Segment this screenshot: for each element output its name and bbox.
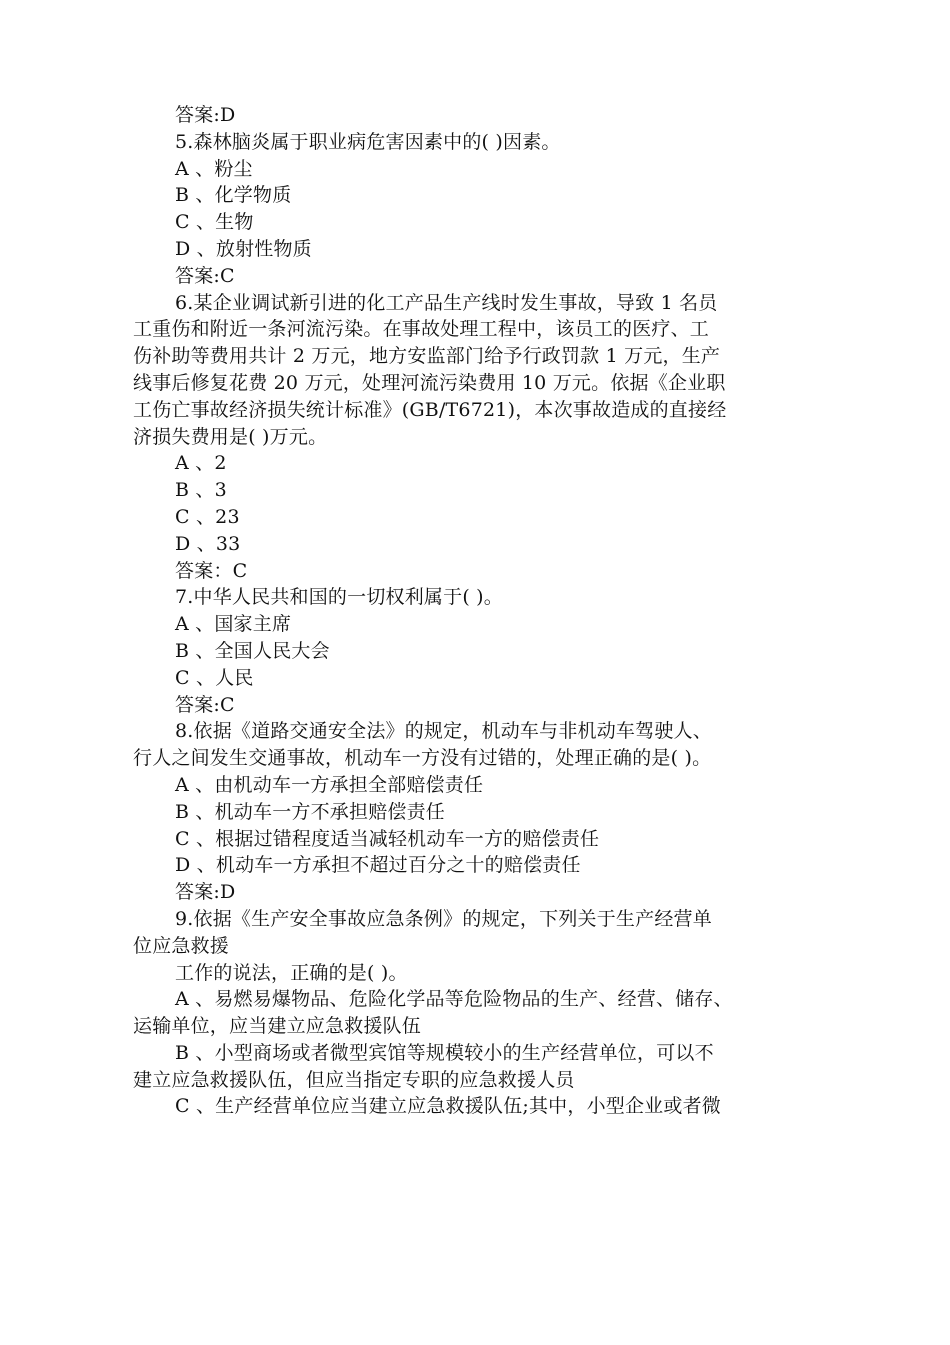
- option-line: B 、机动车一方不承担赔偿责任: [175, 800, 446, 823]
- option-line: D 、33: [175, 532, 241, 555]
- option-line: B 、3: [175, 479, 227, 502]
- question-line: 工伤亡事故经济损失统计标准》(GB/T6721)，本次事故造成的直接经: [133, 398, 727, 421]
- answer-line: 答案:D: [175, 104, 236, 126]
- answer-line: 答案：C: [175, 559, 248, 582]
- question-line: 位应急救援: [133, 934, 230, 957]
- question-line: 9.依据《生产安全事故应急条例》的规定，下列关于生产经营单: [175, 907, 712, 930]
- option-line: C 、生物: [175, 211, 254, 234]
- option-line: D 、机动车一方承担不超过百分之十的赔偿责任: [175, 854, 581, 877]
- option-line: 建立应急救援队伍，但应当指定专职的应急救援人员: [133, 1068, 575, 1091]
- answer-line: 答案:C: [175, 693, 235, 716]
- option-line: C 、人民: [175, 666, 254, 689]
- question-line: 8.依据《道路交通安全法》的规定，机动车与非机动车驾驶人、: [175, 720, 712, 743]
- option-line: C 、根据过错程度适当减轻机动车一方的赔偿责任: [175, 827, 600, 850]
- answer-line: 答案:D: [175, 881, 236, 904]
- option-line: B 、小型商场或者微型宾馆等规模较小的生产经营单位，可以不: [175, 1041, 714, 1064]
- option-line: A 、国家主席: [175, 613, 292, 636]
- question-line: 线事后修复花费 20 万元，处理河流污染费用 10 万元。依据《企业职: [133, 371, 726, 394]
- option-line: B 、全国人民大会: [175, 639, 330, 662]
- answer-line: 答案:C: [175, 264, 235, 287]
- option-line: D 、放射性物质: [175, 237, 312, 260]
- question-line: 6.某企业调试新引进的化工产品生产线时发生事故，导致 1 名员: [175, 291, 718, 314]
- question-line: 伤补助等费用共计 2 万元，地方安监部门给予行政罚款 1 万元，生产: [133, 345, 721, 368]
- option-line: C 、23: [175, 505, 240, 528]
- question-line: 工重伤和附近一条河流污染。在事故处理工程中，该员工的医疗、工: [133, 318, 710, 341]
- question-line: 行人之间发生交通事故，机动车一方没有过错的，处理正确的是( )。: [133, 747, 712, 770]
- question-line: 工作的说法，正确的是( )。: [175, 961, 408, 984]
- option-line: 运输单位，应当建立应急救援队伍: [133, 1015, 422, 1038]
- option-line: A 、2: [175, 452, 227, 475]
- option-line: B 、化学物质: [175, 184, 292, 207]
- option-line: A 、由机动车一方承担全部赔偿责任: [175, 773, 484, 796]
- option-line: C 、生产经营单位应当建立应急救援队伍;其中，小型企业或者微: [175, 1095, 721, 1118]
- question-line: 5.森林脑炎属于职业病危害因素中的( )因素。: [175, 130, 561, 153]
- document-body: [133, 102, 773, 1120]
- question-line: 济损失费用是( )万元。: [133, 425, 328, 448]
- question-line: 7.中华人民共和国的一切权利属于( )。: [175, 586, 503, 609]
- option-line: A 、粉尘: [175, 157, 253, 180]
- option-line: A 、易燃易爆物品、危险化学品等危险物品的生产、经营、储存、: [175, 988, 733, 1011]
